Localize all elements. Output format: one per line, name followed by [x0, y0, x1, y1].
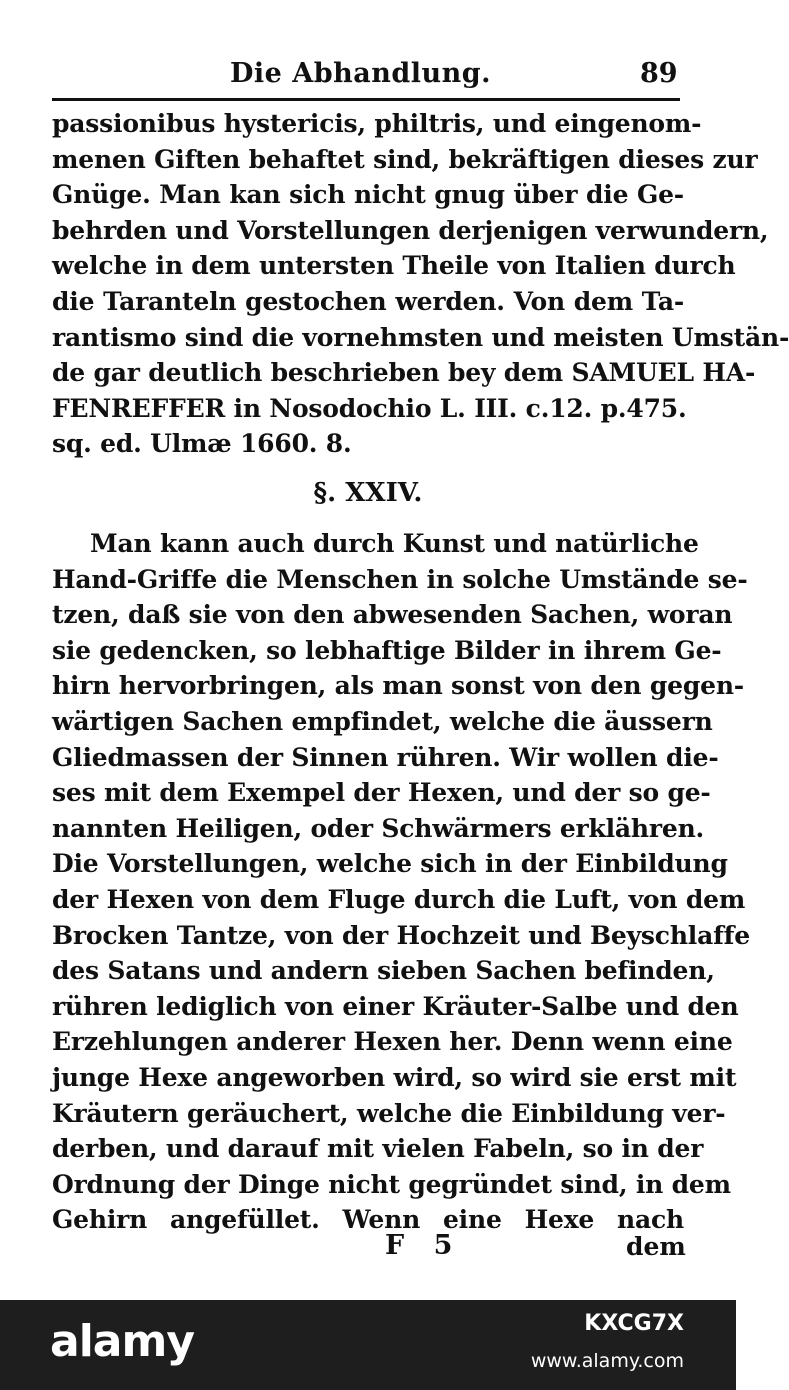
text-line: junge Hexe angeworben wird, so wird sie erst mit	[52, 1062, 737, 1092]
header-rule	[52, 98, 680, 101]
text-line: die Taranteln gestochen werden. Von dem Ta-	[52, 286, 684, 316]
text-line: sie gedencken, so lebhaftige Bilder in ihrem Ge-	[52, 635, 722, 665]
text-line: rühren lediglich von einer Kräuter-Salbe und den	[52, 991, 739, 1021]
text-line: Gliedmassen der Sinnen rühren. Wir wollen die-	[52, 742, 719, 772]
text-line: Ordnung der Dinge nicht gegründet sind, in dem	[52, 1169, 731, 1199]
text-line: menen Giften behaftet sind, bekräftigen dieses zur	[52, 144, 758, 174]
paragraph-section-xxiv	[52, 526, 750, 1238]
paragraph-continued	[52, 106, 789, 462]
text-line: derben, und darauf mit vielen Fabeln, so in der	[52, 1134, 704, 1164]
text-line: Die Vorstellungen, welche sich in der Einbildung	[52, 849, 728, 879]
text-line: FENREFFER in Nosodochio L. III. c.12. p.475.	[52, 393, 687, 423]
watermark-logo: alamy	[50, 1316, 194, 1367]
text-line: Erzehlungen anderer Hexen her. Denn wenn eine	[52, 1027, 733, 1057]
text-line: nannten Heiligen, oder Schwärmers erklähren.	[52, 813, 705, 843]
text-line: Gnüge. Man kan sich nicht gnug über die Ge-	[52, 180, 684, 210]
text-line: des Satans und andern sieben Sachen befinden,	[52, 956, 715, 986]
text-line: hirn hervorbringen, als man sonst von den gegen-	[52, 671, 744, 701]
text-line: Man kann auch durch Kunst und natürliche	[90, 529, 699, 558]
text-line: der Hexen von dem Fluge durch die Luft, von dem	[52, 884, 746, 914]
text-line: welche in dem untersten Theile von Italien durch	[52, 251, 736, 281]
watermark-url: www.alamy.com	[530, 1350, 684, 1372]
text-line: tzen, daß sie von den abwesenden Sachen, woran	[52, 600, 733, 630]
text-line: Brocken Tantze, von der Hochzeit und Beyschlaffe	[52, 920, 750, 950]
text-line: Kräutern geräuchert, welche die Einbildung ver-	[52, 1098, 726, 1128]
text-line: rantismo sind die vornehmsten und meisten Umstän-	[52, 322, 789, 352]
section-heading: §. XXIV.	[313, 478, 423, 508]
catchword: dem	[626, 1232, 686, 1261]
page-number: 89	[640, 58, 678, 89]
text-line: Hand-Griffe die Menschen in solche Umstände se-	[52, 564, 748, 594]
text-line: de gar deutlich beschrieben bey dem SAMUEL HA-	[52, 358, 756, 388]
text-line: wärtigen Sachen empfindet, welche die äussern	[52, 706, 713, 736]
text-line: passionibus hystericis, philtris, und eingenom-	[52, 109, 702, 138]
signature-mark: F 5	[385, 1230, 463, 1261]
text-line: Gehirn angefüllet. Wenn eine Hexe nach	[52, 1205, 684, 1235]
running-title: Die Abhandlung.	[230, 58, 492, 89]
text-line: sq. ed. Ulmæ 1660. 8.	[52, 429, 352, 459]
text-line: behrden und Vorstellungen derjenigen verwundern,	[52, 215, 769, 245]
watermark-image-id: KXCG7X	[584, 1311, 684, 1336]
text-line: ses mit dem Exempel der Hexen, und der so ge-	[52, 778, 711, 808]
